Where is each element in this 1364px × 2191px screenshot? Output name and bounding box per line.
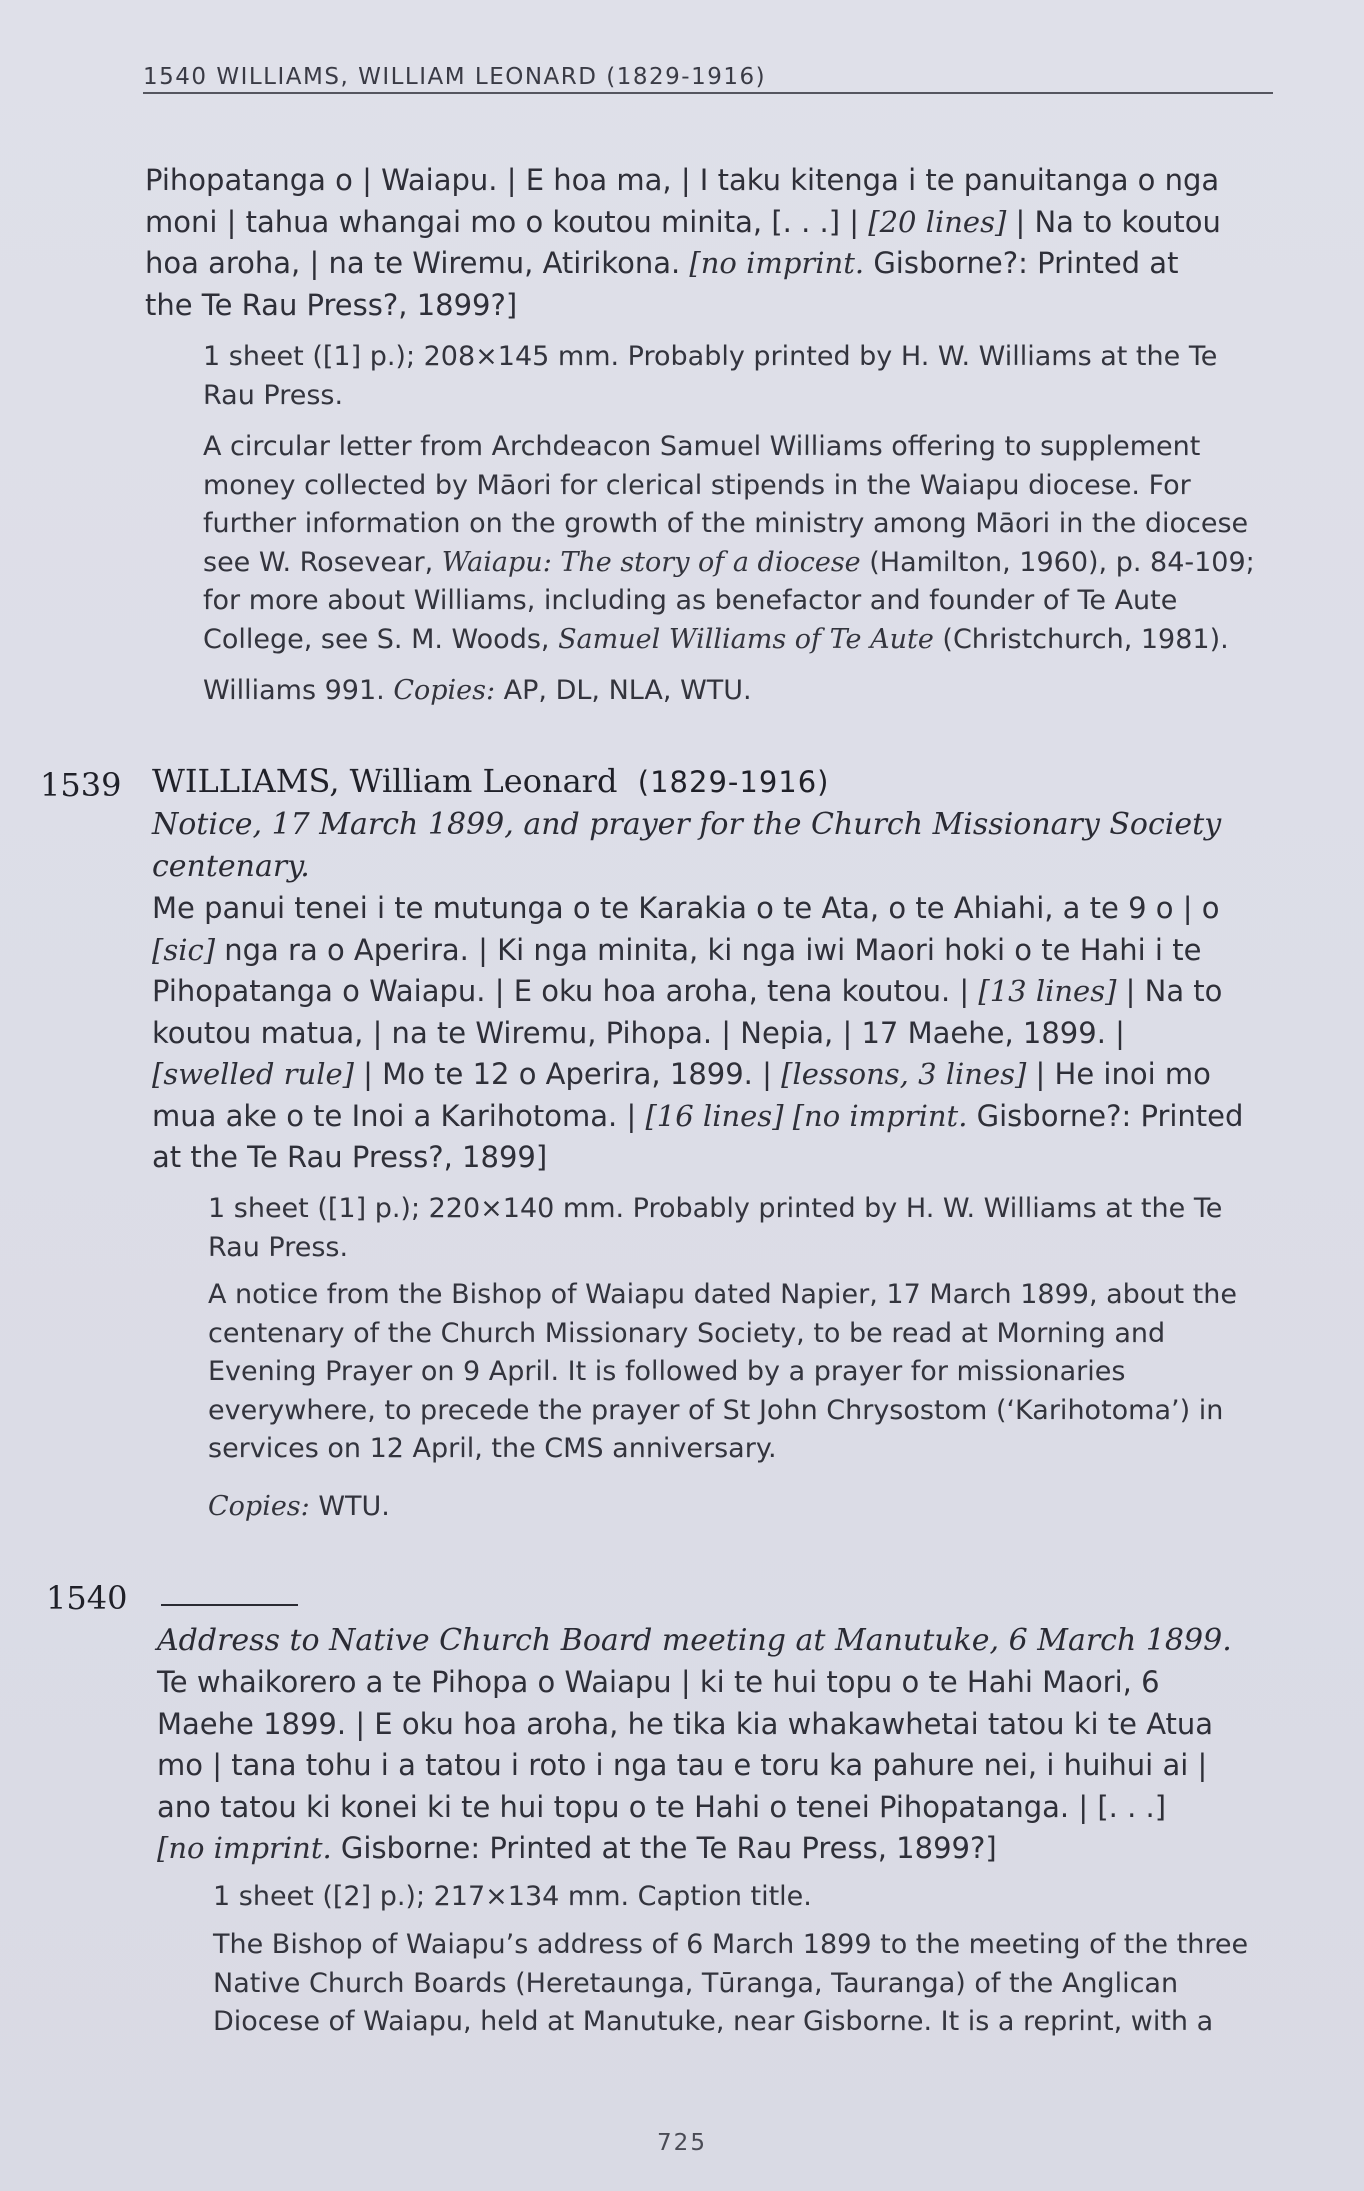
note-seg: (Christchurch, 1981). bbox=[933, 623, 1229, 655]
entry-transcription bbox=[157, 1662, 1287, 1870]
text-line-seg: mua ake o te Inoi a Karihotoma. | bbox=[152, 1098, 646, 1133]
copies-label: Copies: bbox=[393, 675, 496, 706]
running-head-rule bbox=[143, 92, 1273, 94]
text-line: at the Te Rau Press?, 1899] bbox=[152, 1140, 548, 1174]
text-line: Pihopatanga o | Waiapu. | E hoa ma, | I taku kitenga i te panuitanga o nga bbox=[145, 163, 1220, 197]
text-line-seg: Gisborne?: Printed bbox=[967, 1098, 1244, 1133]
entry-dates: (1829-1916) bbox=[637, 765, 830, 799]
text-line bbox=[152, 1054, 1282, 1096]
continued-note bbox=[203, 428, 1275, 659]
text-line-seg: | He inoi mo bbox=[1026, 1057, 1211, 1091]
text-line: Me panui tenei i te mutunga o te Karakia o te Ata, o te Ahiahi, a te 9 o | o bbox=[152, 891, 1220, 925]
italic-note: [no imprint. bbox=[157, 1831, 332, 1865]
note-title: Samuel Williams of Te Aute bbox=[558, 623, 934, 655]
note-line: centenary of the Church Missionary Society, to be read at Morning and bbox=[208, 1317, 1166, 1349]
entry-number: 1539 bbox=[40, 766, 122, 804]
text-line: Te whaikorero a te Pihopa o Waiapu | ki te hui topu o te Hahi Maori, 6 bbox=[157, 1665, 1160, 1699]
continued-references bbox=[203, 672, 1275, 711]
copies-list: AP, DL, NLA, WTU. bbox=[495, 675, 752, 706]
text-line-seg: hoa aroha, | na te Wiremu, Atirikona. bbox=[145, 246, 690, 280]
italic-note: [sic] bbox=[152, 932, 216, 967]
note-line: A circular letter from Archdeacon Samuel Williams offering to supplement bbox=[203, 431, 1201, 462]
text-line: ano tatou ki konei ki te hui topu o te Hahi o tenei Pihopatanga. | [. . .] bbox=[157, 1789, 1167, 1824]
physical-line: Rau Press. bbox=[208, 1231, 349, 1263]
entry-number: 1540 bbox=[46, 1579, 128, 1617]
note-line bbox=[203, 621, 1275, 660]
text-line bbox=[145, 243, 1275, 285]
note-line: services on 12 April, the CMS anniversary. bbox=[208, 1433, 777, 1464]
note-line: everywhere, to precede the prayer of St John Chrysostom (‘Karihotoma’) in bbox=[208, 1394, 1224, 1426]
text-line: koutou matua, | na te Wiremu, Pihopa. | Nepia, | 17 Maehe, 1899. | bbox=[152, 1015, 1125, 1050]
ditto-rule bbox=[161, 1604, 298, 1606]
entry-author-line bbox=[152, 762, 1282, 800]
note-line: Evening Prayer on 9 April. It is followed by a prayer for missionaries bbox=[208, 1356, 1126, 1387]
text-line bbox=[157, 1828, 1287, 1870]
continued-transcription bbox=[145, 160, 1275, 326]
reference-seg: Williams 991. bbox=[203, 675, 394, 706]
entry-note bbox=[213, 1926, 1285, 2042]
note-line: A notice from the Bishop of Waiapu dated Napier, 17 March 1899, about the bbox=[208, 1279, 1237, 1310]
note-seg: (Hamilton, 1960), p. 84-109; bbox=[860, 546, 1255, 578]
physical-line: 1 sheet ([2] p.); 217×134 mm. Caption title. bbox=[213, 1881, 812, 1912]
italic-note: [no imprint. bbox=[689, 246, 865, 280]
copies-line bbox=[208, 1488, 1280, 1527]
ditto-dash bbox=[161, 1594, 298, 1613]
text-line bbox=[145, 202, 1275, 244]
italic-note: [13 lines] bbox=[978, 974, 1117, 1008]
note-seg: College, see S. M. Woods, bbox=[203, 623, 559, 655]
text-line-seg bbox=[784, 1099, 793, 1133]
title-line: Notice, 17 March 1899, and prayer for the Church Missionary Society bbox=[152, 807, 1222, 842]
reference-line bbox=[203, 672, 1275, 711]
entry-title bbox=[152, 804, 1282, 888]
entry-title bbox=[157, 1620, 1287, 1662]
text-line-seg: Gisborne?: Printed at bbox=[864, 246, 1179, 280]
note-line: further information on the growth of the ministry among Māori in the diocese bbox=[203, 508, 1249, 539]
entry-note bbox=[208, 1276, 1280, 1469]
entry-physical bbox=[213, 1878, 1285, 1917]
note-line: Diocese of Waiapu, held at Manutuke, near Gisborne. It is a reprint, with a bbox=[213, 2006, 1214, 2037]
title-line: Address to Native Church Board meeting at Manutuke, 6 March 1899. bbox=[157, 1623, 1232, 1658]
text-line-seg: | Na to bbox=[1116, 974, 1223, 1008]
copies-list: WTU. bbox=[309, 1491, 390, 1522]
note-line: The Bishop of Waiapu’s address of 6 March 1899 to the meeting of the three bbox=[213, 1929, 1249, 1960]
entry-author: WILLIAMS, William Leonard bbox=[152, 762, 618, 800]
text-line bbox=[152, 930, 1282, 972]
italic-note: [no imprint. bbox=[792, 1098, 968, 1133]
text-line-seg: | Na to koutou bbox=[1006, 204, 1221, 239]
page-number: 725 bbox=[657, 2130, 707, 2156]
text-line: mo | tana tohu i a tatou i roto i nga tau e toru ka pahure nei, i huihui ai | bbox=[157, 1748, 1208, 1782]
physical-line: Rau Press. bbox=[203, 379, 344, 411]
text-line-seg: Gisborne: Printed at the Te Rau Press, 1899?] bbox=[331, 1831, 997, 1865]
note-seg: see W. Rosevear, bbox=[203, 546, 442, 578]
italic-note: [lessons, 3 lines] bbox=[781, 1057, 1027, 1091]
text-line-seg: moni | tahua whangai mo o koutou minita, [. . .] | bbox=[145, 204, 869, 239]
physical-line: 1 sheet ([1] p.); 220×140 mm. Probably printed by H. W. Williams at the Te bbox=[208, 1193, 1223, 1224]
italic-note: [16 lines] bbox=[645, 1098, 784, 1133]
italic-note: [swelled rule] bbox=[152, 1057, 354, 1091]
entry-heading bbox=[152, 762, 1282, 800]
physical-line: 1 sheet ([1] p.); 208×145 mm. Probably printed by H. W. Williams at the Te bbox=[203, 341, 1218, 372]
note-line: money collected by Māori for clerical stipends in the Waiapu diocese. For bbox=[203, 469, 1191, 501]
text-line-seg: nga ra o Aperira. | Ki nga minita, ki nga iwi Maori hoki o te Hahi i te bbox=[215, 932, 1202, 967]
note-line bbox=[203, 544, 1275, 583]
text-line bbox=[152, 1096, 1282, 1138]
text-line bbox=[152, 971, 1282, 1013]
entry-copies bbox=[208, 1488, 1280, 1527]
entry-physical bbox=[208, 1190, 1280, 1267]
title-line: centenary. bbox=[152, 849, 310, 884]
note-line: Native Church Boards (Heretaunga, Tūranga, Tauranga) of the Anglican bbox=[213, 1967, 1179, 1999]
note-line: for more about Williams, including as benefactor and founder of Te Aute bbox=[203, 585, 1178, 616]
entry-transcription bbox=[152, 888, 1282, 1179]
note-title: Waiapu: The story of a diocese bbox=[441, 546, 861, 578]
running-head: 1540 WILLIAMS, WILLIAM LEONARD (1829-1916) bbox=[143, 64, 767, 90]
italic-note: [20 lines] bbox=[868, 204, 1007, 239]
continued-physical bbox=[203, 338, 1275, 415]
text-line-seg: Pihopatanga o Waiapu. | E oku hoa aroha, tena koutou. | bbox=[152, 974, 979, 1008]
text-line: the Te Rau Press?, 1899?] bbox=[145, 287, 518, 322]
text-line: Maehe 1899. | E oku hoa aroha, he tika kia whakawhetai tatou ki te Atua bbox=[157, 1706, 1214, 1741]
text-line-seg: | Mo te 12 o Aperira, 1899. | bbox=[353, 1057, 782, 1091]
copies-label: Copies: bbox=[208, 1491, 310, 1522]
